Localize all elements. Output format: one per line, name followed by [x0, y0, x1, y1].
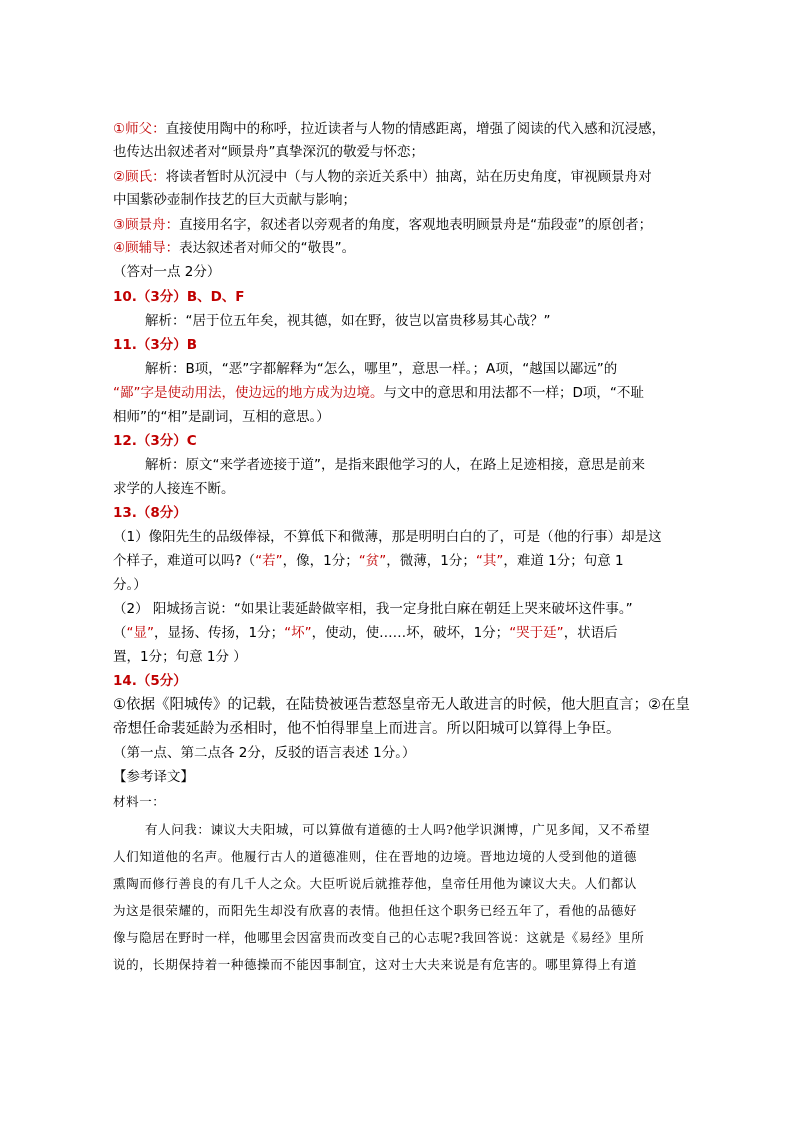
- text-run: “哭于廷”: [509, 625, 564, 641]
- text-run: 也传达出叙述者对“顾景舟”真挚深沉的敬爱与怀恋；: [113, 144, 424, 160]
- text-line: [145, 311, 551, 331]
- text-line: [113, 599, 633, 619]
- text-run: “坏”: [284, 625, 312, 641]
- text-line: [113, 527, 662, 547]
- text-line: [113, 901, 637, 921]
- text-line: [145, 820, 650, 840]
- text-line: [113, 955, 637, 975]
- text-line: [113, 503, 187, 523]
- text-line: [113, 874, 637, 894]
- text-run: 人们知道他的名声。他履行古人的道德准则，住在晋地的边境。晋地边境的人受到他的道德: [113, 849, 638, 864]
- text-run: 【参考译文】: [113, 769, 194, 785]
- text-run: ，像，1分；: [282, 553, 359, 569]
- text-run: ，使动，使……坏，破坏，1分；: [311, 625, 510, 641]
- text-run: 为这是很荣耀的，而阳先生却没有欣喜的表情。他担任这个职务已经五年了，看他的品德好: [113, 903, 638, 918]
- text-run: 与文中的意思和用法都不一样；D项，“不耻: [383, 385, 644, 401]
- text-line: [113, 215, 652, 235]
- text-run: 表达叙述者对师父的“敬畏”。: [179, 240, 356, 256]
- text-run: “若”: [255, 553, 283, 569]
- text-line: [145, 455, 645, 475]
- text-run: ①师父：: [113, 121, 166, 137]
- text-run: “鄙”字是使动用法，使边远的地方成为边境。: [113, 385, 384, 401]
- text-run: 解析：原文“来学者迹接于道”，是指来跟他学习的人，在路上足迹相接，意思是前来: [145, 457, 645, 473]
- text-line: [113, 792, 165, 812]
- text-run: ，显扬、传扬，1分；: [154, 625, 285, 641]
- text-run: 10.（3分）: [113, 289, 187, 305]
- text-line: [113, 575, 147, 595]
- text-run: 14.（5分）: [113, 673, 187, 689]
- text-run: “贫”: [358, 553, 387, 569]
- text-line: [113, 431, 197, 451]
- text-run: ③顾景舟：: [113, 217, 180, 233]
- text-line: [113, 407, 330, 427]
- text-line: [113, 142, 424, 162]
- text-line: [113, 743, 416, 763]
- text-run: （答对一点 2分）: [113, 264, 221, 280]
- text-run: 将读者暂时从沉浸中（与人物的亲近关系中）抽离，站在历史角度，审视顾景舟对: [165, 169, 652, 185]
- text-line: [113, 928, 644, 948]
- text-run: “其”: [475, 553, 504, 569]
- text-line: [113, 238, 355, 258]
- text-run: 像与隐居在野时一样，他哪里会因富贵而改变自己的心志呢?我回答说：这就是《易经》里所: [113, 930, 645, 945]
- text-run: 解析：B项，“恶”字都解释为“怎么，哪里”，意思一样。；A项，“越国以鄙远”的: [145, 361, 618, 377]
- text-run: ，微薄，1分；: [386, 553, 476, 569]
- text-run: “显”: [126, 625, 154, 641]
- text-line: [113, 623, 618, 643]
- text-line: [113, 119, 665, 139]
- text-run: 分。）: [113, 577, 147, 593]
- text-line: [113, 190, 356, 210]
- text-run: 12.（3分）C: [113, 433, 197, 449]
- text-run: 11.（3分）B: [113, 337, 198, 353]
- text-line: [113, 479, 235, 499]
- text-run: ①依据《阳城传》的记载，在陆贽被诬告惹怒皇帝无人敢进言的时候，他大胆直言；②在皇: [113, 697, 690, 713]
- text-run: ②顾氏：: [113, 169, 166, 185]
- text-line: [145, 359, 617, 379]
- text-run: （2） 阳城扬言说：“如果让裴延龄做宰相，我一定身批白麻在朝廷上哭来破坏这件事。”: [113, 601, 633, 617]
- text-run: 有人问我：谏议大夫阳城，可以算做有道德的士人吗?他学识渊博，广见多闻，又不希望: [145, 822, 651, 837]
- text-run: 直接使用陶中的称呼，拉近读者与人物的情感距离，增强了阅读的代入感和沉浸感，: [165, 121, 666, 137]
- text-line: [113, 262, 220, 282]
- text-run: ，状语后: [563, 625, 618, 641]
- text-line: [113, 847, 637, 867]
- text-line: [113, 287, 245, 307]
- text-run: 直接用名字，叙述者以旁观者的角度，客观地表明顾景舟是“茄段壶”的原创者；: [179, 217, 653, 233]
- text-line: [113, 719, 621, 739]
- text-line: [113, 167, 652, 187]
- text-run: （1）像阳先生的品级俸禄，不算低下和微薄，那是明明白白的了，可是（他的行事）却是这: [113, 529, 662, 545]
- text-run: ，难道 1分；句意 1: [503, 553, 624, 569]
- text-line: [113, 671, 187, 691]
- text-run: 相师”的“相”是副词，互相的意思。）: [113, 409, 330, 425]
- text-run: （: [113, 625, 127, 641]
- text-line: [113, 695, 690, 715]
- text-line: [113, 767, 194, 787]
- text-line: [113, 551, 624, 571]
- text-run: B、D、F: [186, 289, 245, 305]
- text-run: （第一点、第二点各 2分，反驳的语言表述 1分。）: [113, 745, 416, 761]
- text-run: 13.（8分）: [113, 505, 187, 521]
- text-run: 帝想任命裴延龄为丞相时，他不怕得罪皇上而进言。所以阳城可以算得上争臣。: [113, 721, 621, 737]
- text-line: [113, 647, 247, 667]
- text-run: 熏陶而修行善良的有几千人之众。大臣听说后就推荐他，皇帝任用他为谏议大夫。人们都认: [113, 876, 638, 891]
- text-line: [113, 335, 197, 355]
- text-run: 置，1分；句意 1分 ）: [113, 649, 247, 665]
- text-run: 中国紫砂壶制作技艺的巨大贡献与影响；: [113, 192, 356, 208]
- text-run: ④顾辅导：: [113, 240, 180, 256]
- text-run: 个样子，难道可以吗?（: [113, 553, 256, 569]
- text-line: [113, 383, 644, 403]
- text-run: 求学的人接连不断。: [113, 481, 235, 497]
- text-run: 解析：“居于位五年矣，视其德，如在野，彼岂以富贵移易其心哉？”: [145, 313, 551, 329]
- text-run: 说的，长期保持着一种德操而不能因事制宜，这对士大夫来说是有危害的。哪里算得上有道: [113, 957, 638, 972]
- text-run: 材料一：: [113, 794, 166, 809]
